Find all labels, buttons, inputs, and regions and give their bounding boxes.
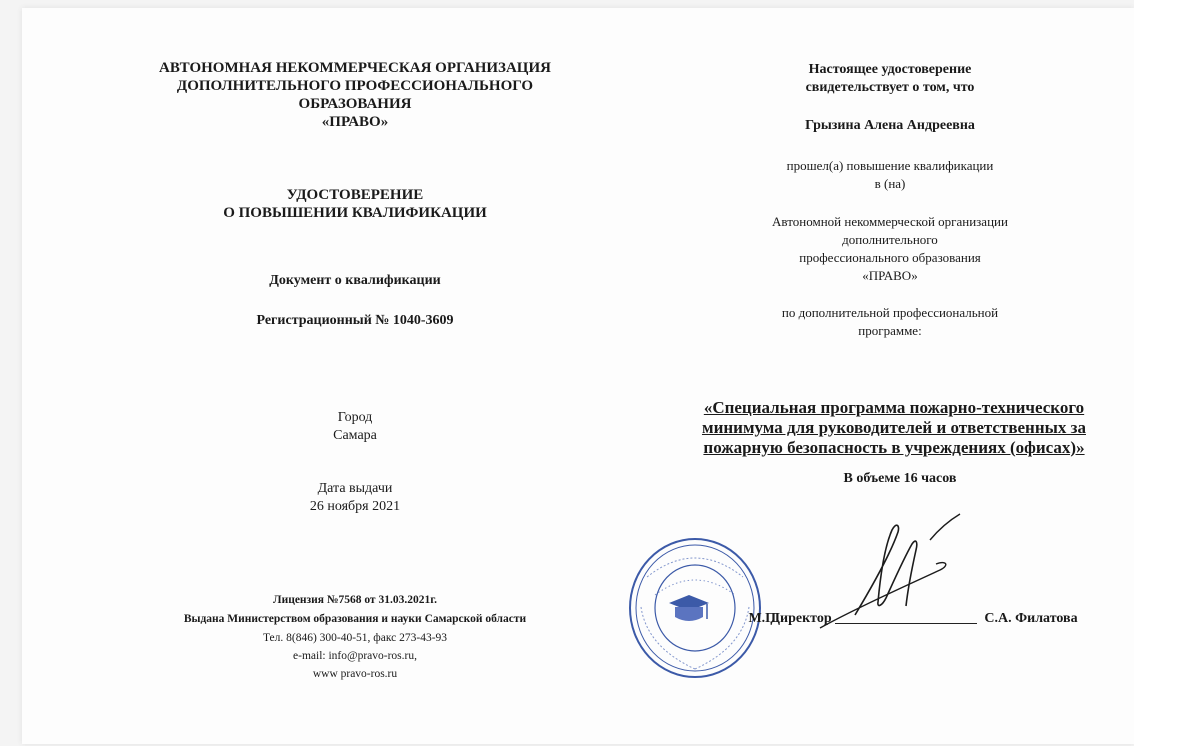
trainer-org-line-2: дополнительного <box>842 232 938 247</box>
contact-phone: Тел. 8(846) 300-40-51, факс 273-43-93 <box>262 632 448 644</box>
trainer-org-line-1: Автономной некоммерческой организации <box>772 214 1008 229</box>
registration-number: Регистрационный № 1040-3609 <box>256 313 454 328</box>
organization-seal <box>627 537 763 679</box>
program-title-1: «Специальная программа пожарно-технического <box>703 398 1085 417</box>
issue-date-value: 26 ноября 2021 <box>309 499 401 514</box>
certifies-line-2: свидетельствует о том, что <box>805 80 975 95</box>
org-line-4: «ПРАВО» <box>321 114 389 130</box>
license-info: Лицензия №7568 от 31.03.2021г. <box>273 594 437 606</box>
issue-date-label: Дата выдачи <box>317 481 393 496</box>
org-line-2: ДОПОЛНИТЕЛЬНОГО ПРОФЕССИОНАЛЬНОГО <box>176 78 534 94</box>
org-line-3: ОБРАЗОВАНИЯ <box>298 96 412 112</box>
certificate-title-1: УДОСТОВЕРЕНИЕ <box>286 187 424 203</box>
program-volume: В объеме 16 часов <box>843 471 957 486</box>
completed-line-2: в (на) <box>874 176 906 191</box>
license-issuer: Выдана Министерством образования и науки Самарской области <box>183 613 527 625</box>
program-intro-1: по дополнительной профессиональной <box>781 305 999 320</box>
page-edge <box>1134 0 1179 746</box>
seal-placement-mark: М.П. <box>748 611 780 626</box>
contact-website: www pravo-ros.ru <box>312 668 398 680</box>
program-intro-2: программе: <box>858 323 922 338</box>
city-label: Город <box>337 410 373 425</box>
program-title-2: минимума для руководителей и ответственных за <box>701 418 1086 437</box>
document-type: Документ о квалификации <box>269 273 441 288</box>
trainer-org-line-3: профессионального образования <box>799 250 981 265</box>
director-name: С.А. Филатова <box>984 611 1078 626</box>
director-label: Директор <box>770 611 832 626</box>
person-name: Грызина Алена Андреевна <box>805 118 975 133</box>
org-line-1: АВТОНОМНАЯ НЕКОММЕРЧЕСКАЯ ОРГАНИЗАЦИЯ <box>159 60 551 76</box>
program-title-3: пожарную безопасность в учреждениях (офисах)» <box>703 438 1085 457</box>
city-value: Самара <box>333 428 377 443</box>
trainer-org-line-4: «ПРАВО» <box>862 268 918 283</box>
completed-line-1: прошел(а) повышение квалификации <box>786 158 994 173</box>
certifies-line-1: Настоящее удостоверение <box>808 62 972 77</box>
contact-email: e-mail: info@pravo-ros.ru, <box>293 650 417 662</box>
director-signature <box>800 510 990 640</box>
certificate-title-2: О ПОВЫШЕНИИ КВАЛИФИКАЦИИ <box>223 205 487 221</box>
